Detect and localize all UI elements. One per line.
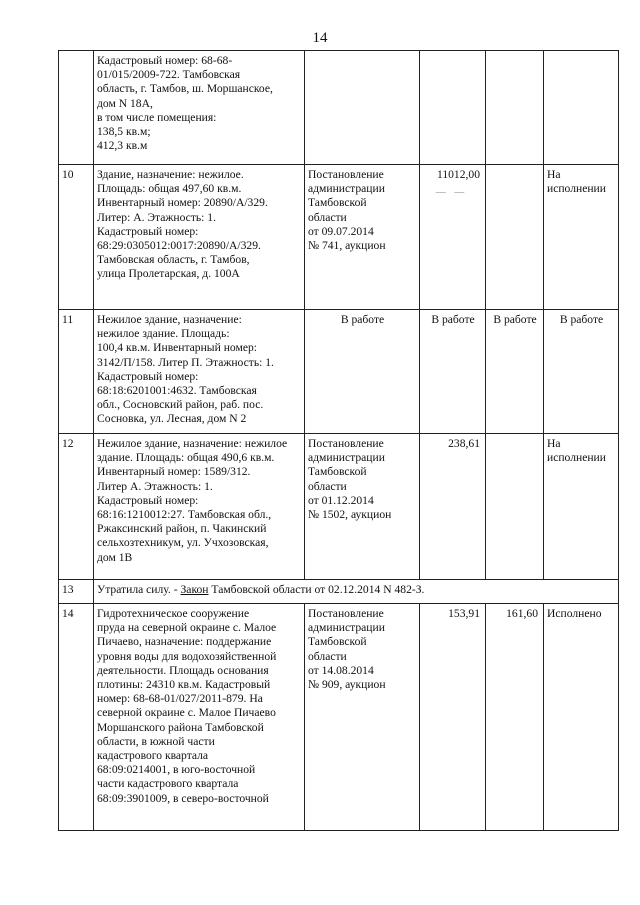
table-row [59,580,619,604]
table-row [59,310,619,434]
amount-planned: В работе [420,310,486,434]
amount-actual [486,165,544,310]
repealed-note [94,580,619,604]
amount-actual [486,51,544,165]
property-description: Кадастровый номер: 68-68- 01/015/2009-722. Тамбовская область, г. Тамбов, ш. Моршанское, дом N 18А, в том числе помещения: 138,5 кв.м; 412,3 кв.м [94,51,305,165]
property-table [58,50,619,831]
amount-planned [420,51,486,165]
table-row [59,434,619,580]
execution-status: На исполнении [544,434,619,580]
table-row [59,165,619,310]
property-description: Нежилое здание, назначение: нежилое здание. Площадь: общая 490,6 кв.м. Инвентарный номер: 1589/312. Литер А. Этажность: 1. Кадастровый номер: 68:16:1210012:27. Тамбовская обл., Ржаксинский район, п. Чакинский сельхозтехникум, ул. Учхозовская, дом 1В [94,434,305,580]
execution-status: На исполнении [544,165,619,310]
execution-status: Исполнено [544,604,619,831]
row-number: 13 [59,580,94,604]
execution-status [544,51,619,165]
amount-actual [486,434,544,580]
repealed-suffix: Тамбовской области от 02.12.2014 N 482-З. [208,583,425,596]
amount-actual: 161,60 [486,604,544,831]
execution-status: В работе [544,310,619,434]
row-number: 14 [59,604,94,831]
amount-planned [420,165,486,310]
amount-planned: 153,91 [420,604,486,831]
row-number: 12 [59,434,94,580]
legal-basis: Постановление администрации Тамбовской области от 14.08.2014 № 909, аукцион [305,604,420,831]
table-row [59,604,619,831]
legal-basis: Постановление администрации Тамбовской области от 01.12.2014 № 1502, аукцион [305,434,420,580]
row-number [59,51,94,165]
amount-value: 11012,00 [436,168,480,181]
amount-actual: В работе [486,310,544,434]
property-description: Здание, назначение: нежилое. Площадь: общая 497,60 кв.м. Инвентарный номер: 20890/А/329. Литер: А. Этажность: 1. Кадастровый номер: 68:29:0305012:0017:20890/А/329. Тамбовская область, г. Тамбов, улица Пролетарская, д. 100А [94,165,305,310]
law-link[interactable]: Закон [180,583,209,596]
legal-basis: Постановление администрации Тамбовской области от 09.07.2014 № 741, аукцион [305,165,420,310]
legal-basis [305,51,420,165]
row-number: 11 [59,310,94,434]
dash-mark: — — [435,187,468,199]
row-number: 10 [59,165,94,310]
legal-basis: В работе [305,310,420,434]
amount-planned: 238,61 [420,434,486,580]
page-number: 14 [312,30,328,46]
property-description: Гидротехническое сооружение пруда на северной окраине с. Малое Пичаево, назначение: поддержание уровня воды для водохозяйственной деятельности. Площадь основания плотины: 24310 кв.м. Кадастровый номер: 68-68-01/027/2011-879. На северной окраине с. Малое Пичаево Моршанского района Тамбовской области, в южной части кадастрового квартала 68:09:0214001, в юго-восточной части кадастрового квартала 68:09:3901009, в северо-восточной [94,604,305,831]
repealed-prefix: Утратила силу. - [97,583,181,596]
table-row [59,51,619,165]
property-description: Нежилое здание, назначение: нежилое здание. Площадь: 100,4 кв.м. Инвентарный номер: 3142/П/158. Литер П. Этажность: 1. Кадастровый номер: 68:18:6201001:4632. Тамбовская обл., Сосновский район, раб. пос. Сосновка, ул. Лесная, дом N 2 [94,310,305,434]
